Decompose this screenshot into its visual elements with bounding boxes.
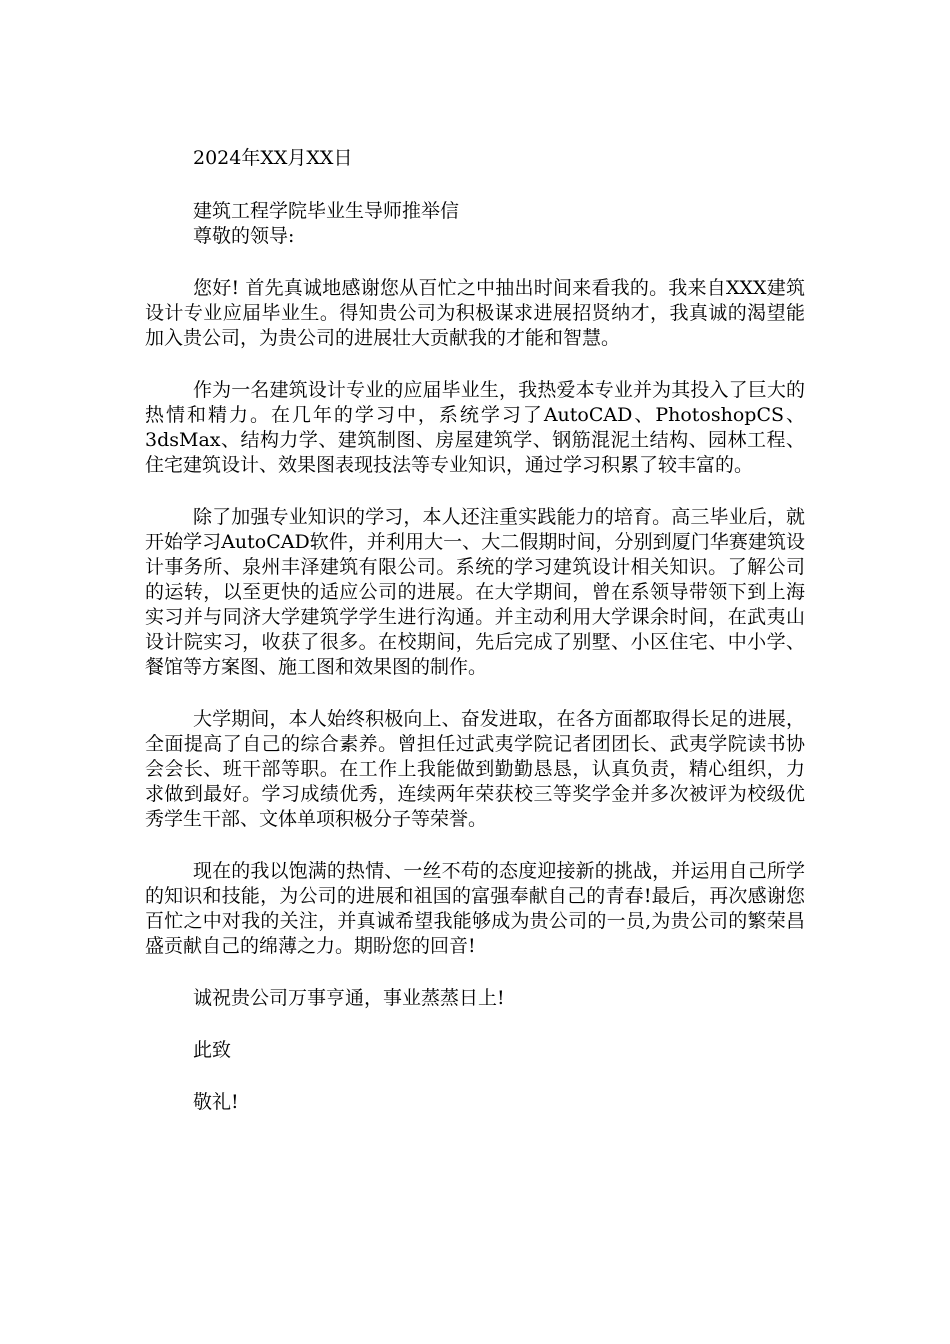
letter-closing-regards: 敬礼! (193, 1091, 239, 1113)
letter-salutation: 尊敬的领导: (193, 225, 295, 247)
letter-paragraph-practice: 除了加强专业知识的学习，本人还注重实践能力的培育。高三毕业后，就开始学习AutoCAD软件，并利用大一、大二假期时间，分别到厦门华赛建筑设计事务所、泉州丰泽建筑有限公司。系统的学习建筑设计相关知识。了解公司的运转，以至更快的适应公司的进展。在大学期间，曾在系领导带领下到上海实习并与同济大学建筑学学生进行沟通。并主动利用大学课余时间，在武夷山设计院实习，收获了很多。在校期间，先后完成了别墅、小区住宅、中小学、餐馆等方案图、施工图和效果图的制作。 (145, 506, 805, 678)
letter-paragraph-greeting: 您好! 首先真诚地感谢您从百忙之中抽出时间来看我的。我来自XXX建筑设计专业应届毕业生。得知贵公司为积极谋求进展招贤纳才，我真诚的渴望能加入贵公司，为贵公司的进展壮大贡献我的才能和智慧。 (145, 277, 805, 349)
letter-date: 2024年XX月XX日 (193, 147, 353, 169)
letter-paragraph-conclusion: 现在的我以饱满的热情、一丝不苟的态度迎接新的挑战，并运用自己所学的知识和技能，为公司的进展和祖国的富强奉献自己的青春!最后，再次感谢您百忙之中对我的关注，并真诚希望我能够成为贵公司的一员,为贵公司的繁荣昌盛贡献自己的绵薄之力。期盼您的回音! (145, 860, 805, 957)
letter-closing-wish: 诚祝贵公司万事亨通，事业蒸蒸日上! (193, 987, 505, 1009)
letter-closing-to: 此致 (193, 1039, 232, 1061)
letter-paragraph-campus: 大学期间，本人始终积极向上、奋发进取，在各方面都取得长足的进展，全面提高了自己的综合素养。曾担任过武夷学院记者团团长、武夷学院读书协会会长、班干部等职。在工作上我能做到勤勤恳恳，认真负责，精心组织，力求做到最好。学习成绩优秀，连续两年荣获校三等奖学金并多次被评为校级优秀学生干部、文体单项积极分子等荣誉。 (145, 708, 805, 830)
letter-paragraph-studies: 作为一名建筑设计专业的应届毕业生，我热爱本专业并为其投入了巨大的热情和精力。在几年的学习中，系统学习了AutoCAD、PhotoshopCS、3dsMax、结构力学、建筑制图、房屋建筑学、钢筋混泥土结构、园林工程、住宅建筑设计、效果图表现技法等专业知识，通过学习积累了较丰富的。 (145, 379, 805, 476)
letter-title: 建筑工程学院毕业生导师推举信 (193, 200, 460, 222)
letter-page (145, 146, 805, 1142)
